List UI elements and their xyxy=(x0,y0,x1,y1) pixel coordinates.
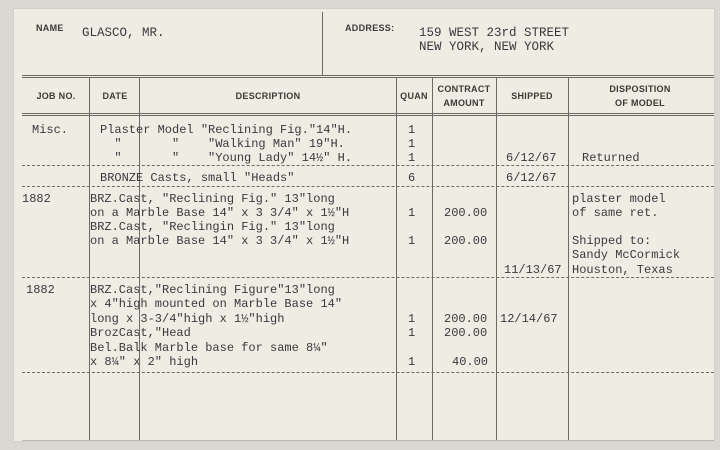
row-separator xyxy=(22,277,714,278)
description-line: x 4"high mounted on Marble Base 14" xyxy=(90,297,343,311)
name-label: NAME xyxy=(36,23,64,33)
quantity: 6 xyxy=(408,171,416,185)
address-label: ADDRESS: xyxy=(345,23,395,33)
description-line: on a Marble Base 14" x 3 3/4" x 1½"H xyxy=(90,206,350,220)
disposition-text: plaster model xyxy=(572,192,666,206)
quantity: 1 xyxy=(408,206,416,220)
column-header-rule-1 xyxy=(22,113,714,114)
col-contract-1: CONTRACT xyxy=(437,84,491,94)
col-disposition-1: DISPOSITION xyxy=(609,84,671,94)
contract-amount: 200.00 xyxy=(444,312,488,326)
description-line: long x 3-3/4"high x 1½"high xyxy=(90,312,285,326)
quantity: 1 xyxy=(408,312,416,326)
col-quan: QUAN xyxy=(400,91,428,101)
quantity: 1 xyxy=(408,123,416,137)
header-rule-1 xyxy=(22,75,714,76)
shipped-date: 6/12/67 xyxy=(506,151,557,165)
address-line-2: NEW YORK, NEW YORK xyxy=(419,40,555,54)
contract-amount: 200.00 xyxy=(444,326,488,340)
column-header-rule-2 xyxy=(22,115,714,116)
description-line: on a Marble Base 14" x 3 3/4" x 1½"H xyxy=(90,234,350,248)
col-divider-4 xyxy=(432,77,433,441)
contract-amount: 200.00 xyxy=(444,206,488,220)
disposition-text: Houston, Texas xyxy=(572,263,673,277)
disposition-text: Returned xyxy=(582,151,640,165)
col-job-no: JOB NO. xyxy=(36,91,76,101)
col-description: DESCRIPTION xyxy=(235,91,301,101)
disposition-text: Sandy McCormick xyxy=(572,248,681,262)
col-divider-1 xyxy=(89,77,90,441)
disposition-text: of same ret. xyxy=(572,206,659,220)
shipped-date: 6/12/67 xyxy=(506,171,557,185)
col-disposition-2: OF MODEL xyxy=(615,98,665,108)
col-shipped: SHIPPED xyxy=(511,91,553,101)
row-separator xyxy=(22,165,714,166)
shipped-date: 11/13/67 xyxy=(504,263,562,277)
col-contract-2: AMOUNT xyxy=(443,98,485,108)
job-number: Misc. xyxy=(32,123,69,137)
description-line: x 8¼" x 2" high xyxy=(90,355,199,369)
quantity: 1 xyxy=(408,151,416,165)
col-divider-6 xyxy=(568,77,569,441)
header-divider xyxy=(322,12,323,76)
quantity: 1 xyxy=(408,234,416,248)
col-divider-3 xyxy=(396,77,397,441)
job-number: 1882 xyxy=(22,192,51,206)
col-date: DATE xyxy=(102,91,128,101)
quantity: 1 xyxy=(408,137,416,151)
description-line: BRONZE Casts, small "Heads" xyxy=(100,171,295,185)
col-divider-5 xyxy=(496,77,497,441)
address-line-1: 159 WEST 23rd STREET xyxy=(419,26,570,40)
shipped-date: 12/14/67 xyxy=(500,312,558,326)
quantity: 1 xyxy=(408,355,416,369)
description-line: " " "Young Lady" 14½" H. xyxy=(100,151,353,165)
description-line: BrozCast,"Head xyxy=(90,326,191,340)
description-line: Plaster Model "Reclining Fig."14"H. xyxy=(100,123,353,137)
description-line: " " "Walking Man" 19"H. xyxy=(100,137,345,151)
description-line: BRZ.Cast,"Reclining Figure"13"long xyxy=(90,283,335,297)
contract-amount: 200.00 xyxy=(444,234,488,248)
card-bottom-edge xyxy=(22,440,714,441)
row-separator xyxy=(22,372,714,373)
record-card xyxy=(14,9,714,441)
name-value: GLASCO, MR. xyxy=(82,26,165,40)
description-line: Bel.Balk Marble base for same 8¼" xyxy=(90,341,328,355)
disposition-text: Shipped to: xyxy=(572,234,652,248)
contract-amount: 40.00 xyxy=(452,355,489,369)
header-rule-2 xyxy=(22,77,714,78)
description-line: BRZ.Cast, "Reclingin Fig." 13"long xyxy=(90,220,335,234)
row-separator xyxy=(22,186,714,187)
quantity: 1 xyxy=(408,326,416,340)
job-number: 1882 xyxy=(26,283,55,297)
description-line: BRZ.Cast, "Reclining Fig." 13"long xyxy=(90,192,335,206)
